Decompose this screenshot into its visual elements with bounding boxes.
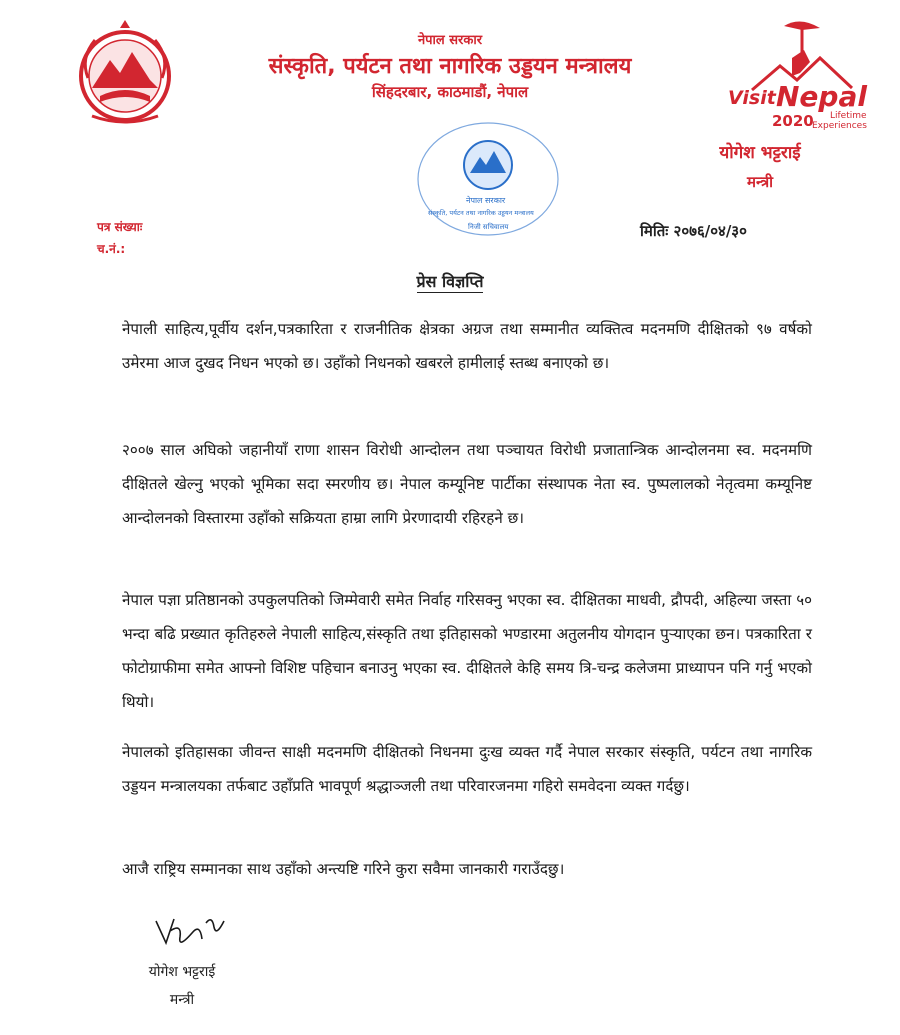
paragraph-2: २००७ साल अघिको जहानीयाँ राणा शासन विरोधी आन्दोलन तथा पञ्चायत विरोधी प्रजातान्त्रिक आन्दोलनमा स्व. मदनमणि दीक्षितले खेल्नु भएको भूमिका सदा स्मरणीय छ। नेपाल कम्यूनिष्ट पार्टीका संस्थापक नेता स्व. पुष्पलालको नेतृत्वमा कम्यूनिष्ट आन्दोलनको विस्तारमा उहाँको सक्रियता हाम्रा लागि प्रेरणादायी रहिरहने छ। — [122, 441, 812, 527]
ministry-name: संस्कृति, पर्यटन तथा नागरिक उड्डयन मन्त्रालय — [268, 54, 632, 79]
year-text: 2020 — [772, 112, 814, 130]
tagline-lifetime: Lifetime — [830, 111, 867, 121]
letter-number-label: पत्र संख्याः — [97, 220, 143, 234]
government-label: नेपाल सरकार — [417, 33, 483, 48]
date-text: मितिः २०७६/०४/३० — [640, 222, 747, 240]
minister-post: मन्त्री — [746, 173, 773, 191]
ministry-seal — [408, 117, 568, 242]
tagline-experiences: Experiences — [812, 121, 867, 131]
paragraph-3: नेपाल पज्ञा प्रतिष्ठानको उपकुलपतिको जिम्मेवारी समेत निर्वाह गरिसक्नु भएका स्व. दीक्षितका माधवी, द्रौपदी, अहिल्या जस्ता ५० भन्दा बढि प्रख्यात कृतिहरुले नेपाली साहित्य,संस्कृति तथा इतिहासको भण्डारमा अतुलनीय योगदान पुर्‍याएका छन। पत्रकारिता र फोटोग्राफीमा समेत आफ्नो विशिष्ट पहिचान बनाउनु भएका स्व. दीक्षितले केहि समय त्रि-चन्द्र कलेजमा प्राध्यापन पनि गर्नु भएको थियो। — [122, 591, 812, 711]
seal-line1: नेपाल सरकार — [466, 196, 506, 205]
press-release-title — [0, 270, 900, 292]
visit-text: Visit — [728, 87, 776, 109]
paragraph-1: नेपाली साहित्य,पूर्वीय दर्शन,पत्रकारिता र राजनीतिक क्षेत्रका अग्रज तथा सम्मानीत व्यक्तित्व मदनमणि दीक्षितको ९७ वर्षको उमेरमा आज दुखद निधन भएको छ। उहाँको निधनको खबरले हामीलाई स्तब्ध बनाएको छ। — [122, 320, 812, 372]
signatory-post: मन्त्री — [169, 992, 195, 1008]
nepal-text: Nepal — [776, 80, 867, 113]
paragraph-4: नेपालको इतिहासका जीवन्त साक्षी मदनमणि दीक्षितको निधनमा दुःख व्यक्त गर्दै नेपाल सरकार संस्कृति, पर्यटन तथा नागरिक उड्डयन मन्त्रालयका तर्फबाट उहाँप्रति भावपूर्ण श्रद्धाञ्जली तथा परिवारजनमा गहिरो समवेदना व्यक्त गर्दछु। — [122, 743, 812, 795]
seal-line2: संस्कृति, पर्यटन तथा नागरिक उड्डयन मन्त्रालय — [428, 209, 534, 217]
ministry-address: सिंहदरबार, काठमाडौं, नेपाल — [371, 83, 529, 101]
seal-line3: निजी सचिवालय — [468, 223, 509, 231]
signature-icon — [152, 913, 232, 958]
dispatch-number-label: च.नं.: — [97, 242, 126, 256]
signatory-name: योगेश भट्टराई — [148, 964, 216, 980]
minister-name: योगेश भट्टराई — [719, 143, 801, 163]
paragraph-5: आजै राष्ट्रिय सम्मानका साथ उहाँको अन्त्यष्टि गरिने कुरा सवैमा जानकारी गराउँदछु। — [122, 860, 565, 878]
seal-emblem-icon — [464, 141, 512, 189]
visit-nepal-logo — [722, 18, 872, 138]
title-text: प्रेस विज्ञप्ति — [416, 272, 484, 291]
